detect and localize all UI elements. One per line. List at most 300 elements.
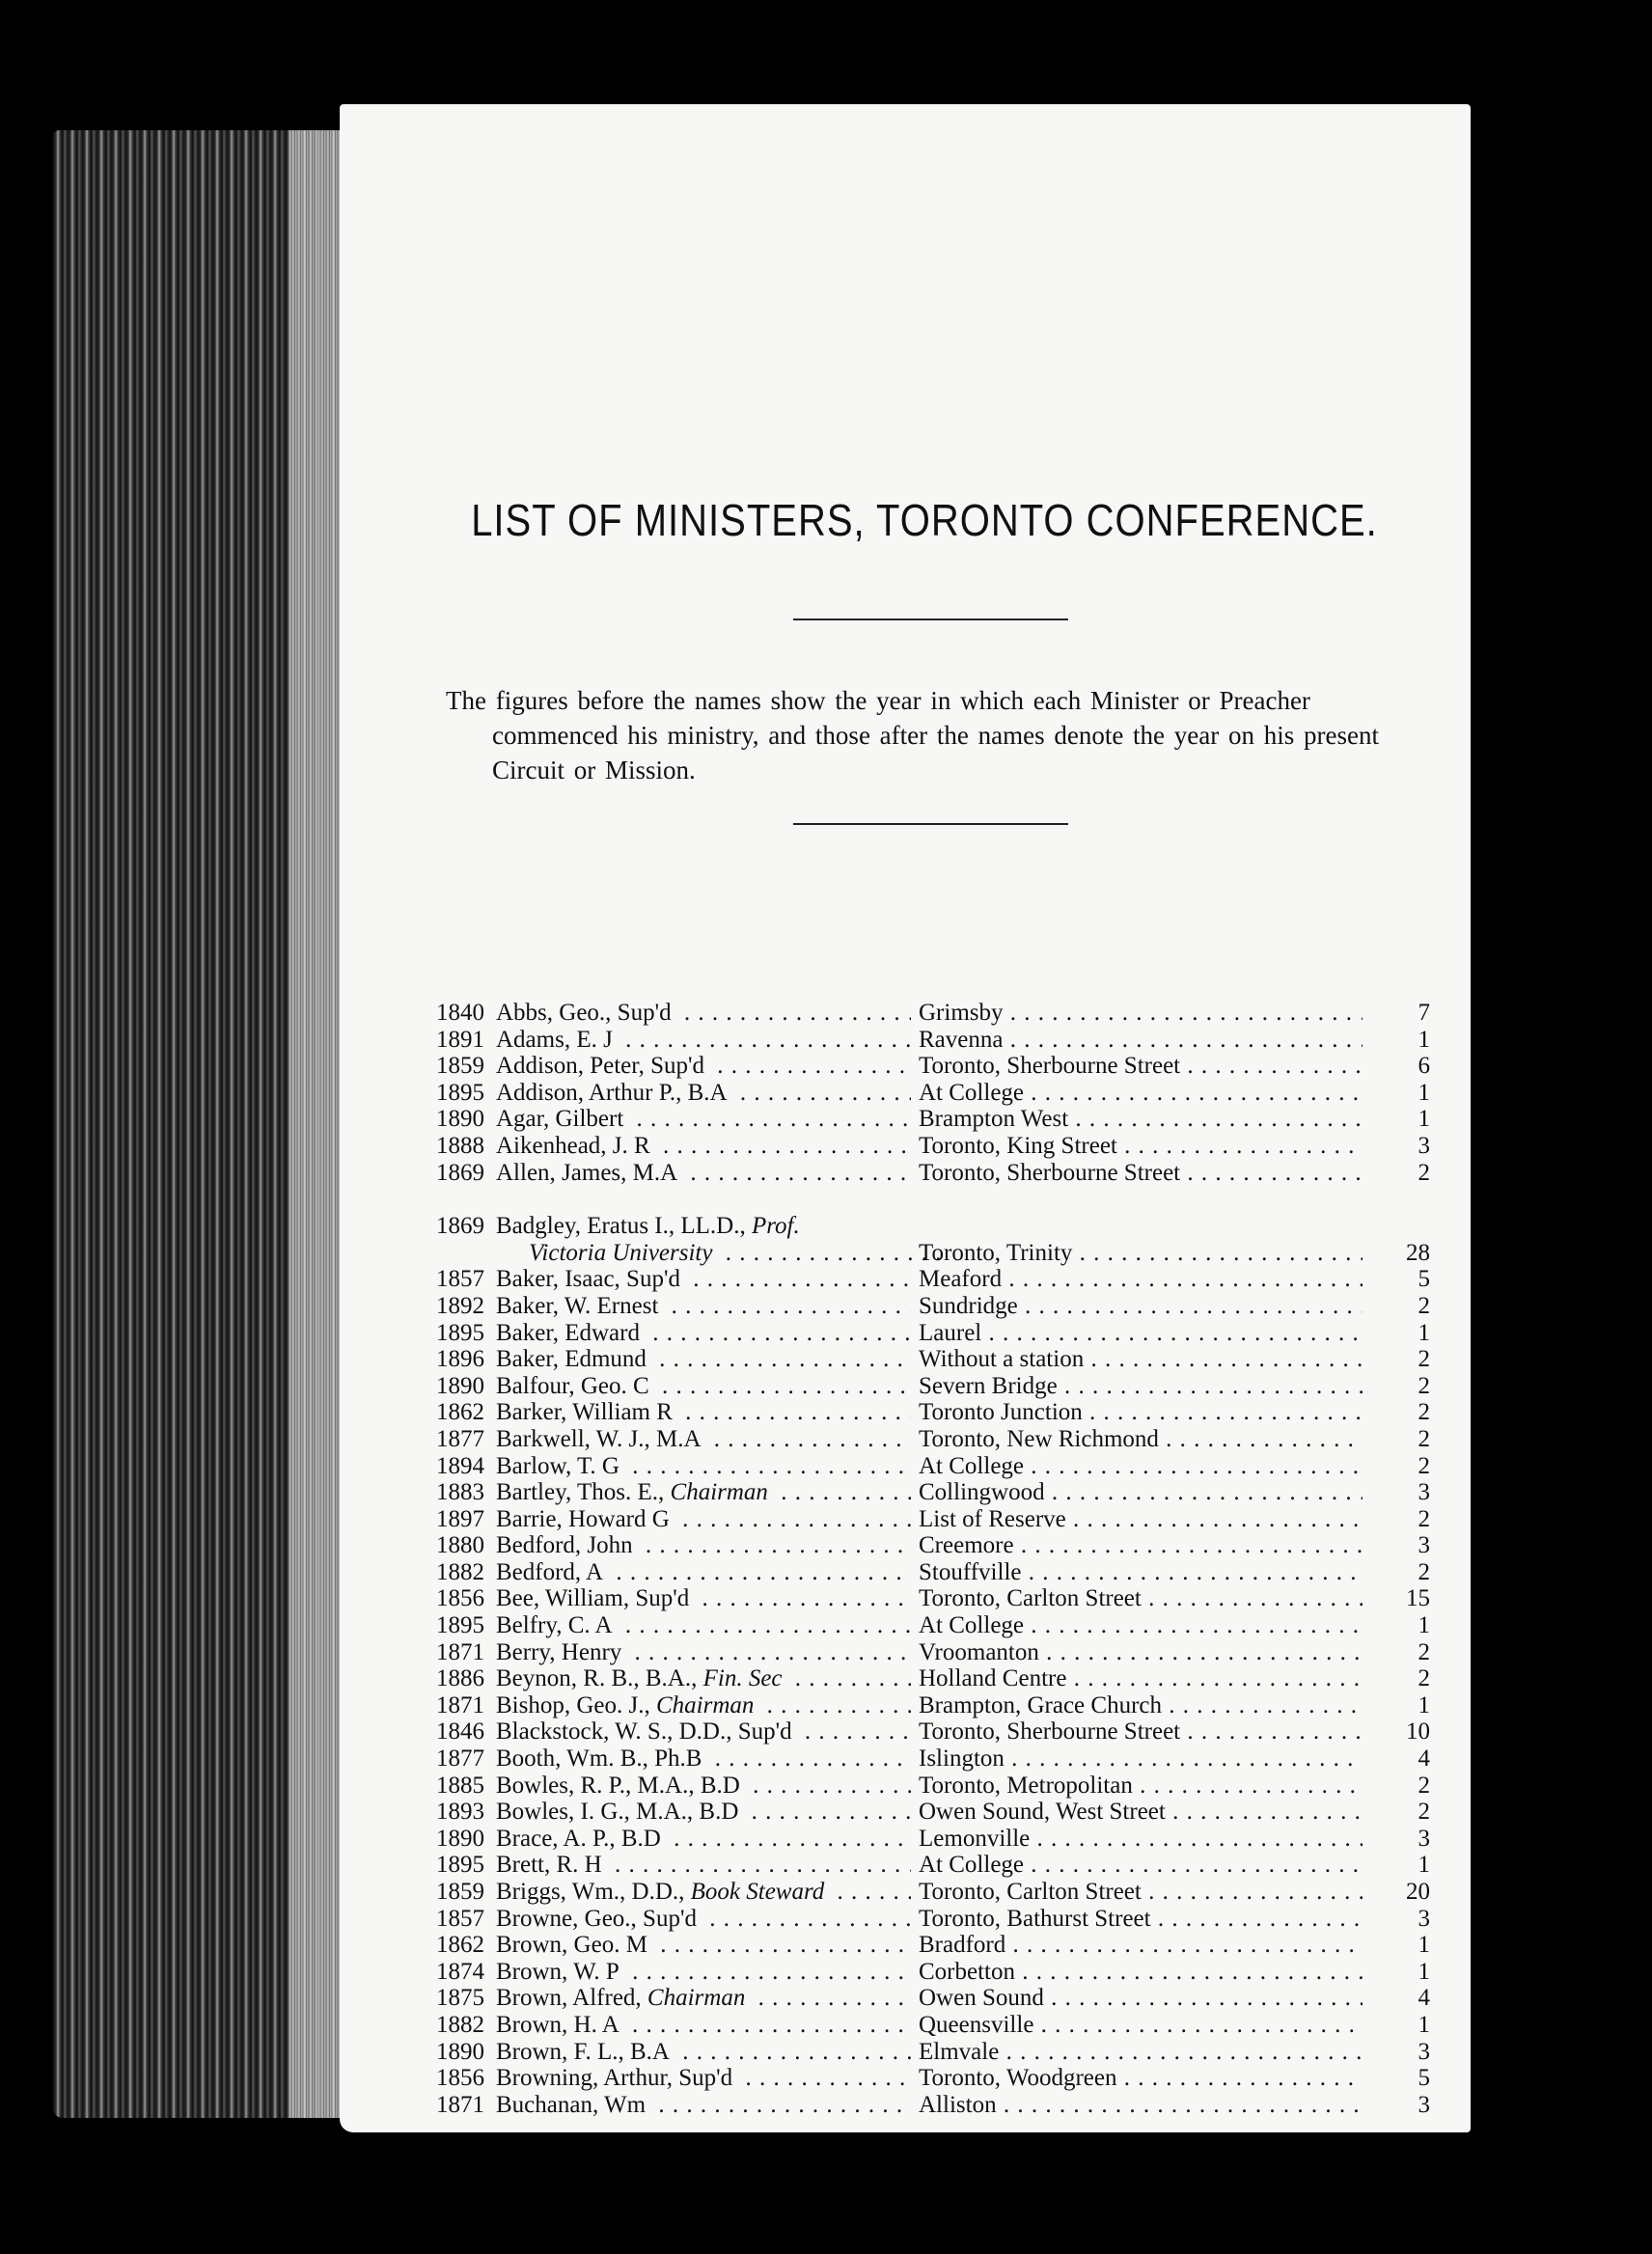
entry-station-text: Holland Centre bbox=[919, 1665, 1067, 1692]
title-rule bbox=[793, 618, 1068, 620]
entry-name-main: Addison, Peter, Sup'd bbox=[496, 1053, 705, 1080]
entry-years: 2 bbox=[1418, 1558, 1430, 1585]
entry-years: 28 bbox=[1406, 1239, 1430, 1266]
entry-station-text: At College bbox=[919, 1612, 1025, 1639]
entry-station bbox=[919, 1106, 1363, 1133]
entry-name-main: Bowles, I. G., M.A., B.D bbox=[496, 1799, 739, 1826]
entry-year: 1890 bbox=[436, 2038, 484, 2065]
entry-year: 1886 bbox=[436, 1665, 484, 1692]
entry-station-text: Without a station bbox=[919, 1346, 1085, 1373]
entry-station-text: Collingwood bbox=[919, 1479, 1045, 1506]
list-item bbox=[436, 2012, 1430, 2039]
entry-station-text: Lemonville bbox=[919, 1825, 1031, 1852]
list-item bbox=[436, 1612, 1430, 1639]
entry-name-text bbox=[496, 1399, 678, 1425]
entry-name-main: Brown, Alfred, bbox=[496, 1985, 642, 2012]
entry-years: 1 bbox=[1418, 2011, 1430, 2038]
entry-station-text: Alliston bbox=[919, 2091, 997, 2118]
entry-name-main: Belfry, C. A bbox=[496, 1612, 613, 1639]
entry-station-text: Laurel bbox=[919, 1319, 982, 1346]
list-item bbox=[436, 1506, 1430, 1533]
entry-year: 1893 bbox=[436, 1799, 484, 1826]
entry-name-role: Book Steward bbox=[690, 1879, 825, 1905]
entry-name-text bbox=[496, 1612, 619, 1638]
list-item bbox=[436, 1532, 1430, 1559]
entry-year: 1840 bbox=[436, 1000, 484, 1026]
list-item bbox=[436, 1665, 1430, 1692]
entry-name bbox=[496, 1000, 911, 1027]
list-item bbox=[436, 1585, 1430, 1612]
entry-name-institution: Victoria University bbox=[529, 1240, 718, 1266]
entry-year: 1856 bbox=[436, 1585, 484, 1612]
entry-name bbox=[496, 1906, 911, 1933]
entry-name bbox=[496, 1027, 911, 1054]
entry-station bbox=[919, 1426, 1363, 1453]
entry-years: 1 bbox=[1418, 1079, 1430, 1106]
entry-name-text bbox=[496, 2065, 738, 2091]
entry-station-text: Toronto Junction bbox=[919, 1399, 1083, 1426]
entry-year: 1895 bbox=[436, 1612, 484, 1639]
entry-year: 1880 bbox=[436, 1532, 484, 1559]
entry-name-main: Briggs, Wm., D.D., bbox=[496, 1879, 685, 1905]
entry-station-text: List of Reserve bbox=[919, 1505, 1066, 1532]
entry-years: 2 bbox=[1418, 1292, 1430, 1319]
entry-name bbox=[496, 1053, 911, 1080]
entry-name-main: Aikenhead, J. R bbox=[496, 1132, 650, 1159]
entry-year: 1896 bbox=[436, 1346, 484, 1373]
entry-name bbox=[496, 1293, 911, 1320]
list-item bbox=[436, 2065, 1430, 2092]
list-item bbox=[436, 1799, 1430, 1826]
entry-years: 1 bbox=[1418, 1691, 1430, 1718]
entry-station bbox=[919, 1585, 1363, 1612]
entry-name-main: Barkwell, W. J., M.A bbox=[496, 1425, 702, 1452]
entry-year: 1856 bbox=[436, 2065, 484, 2092]
entry-name-role: Fin. Sec bbox=[702, 1665, 783, 1692]
entry-years: 2 bbox=[1418, 1665, 1430, 1692]
list-item bbox=[436, 2092, 1430, 2119]
entry-station-text: Toronto, Carlton Street bbox=[919, 1879, 1142, 1905]
list-item bbox=[436, 1718, 1430, 1745]
entry-station bbox=[919, 1346, 1363, 1373]
entry-years: 2 bbox=[1418, 1638, 1430, 1665]
entry-station-text: Grimsby bbox=[919, 1000, 1004, 1026]
entry-name-main: Badgley, Eratus I., LL.D., bbox=[496, 1213, 746, 1240]
entry-station-text: At College bbox=[919, 1852, 1025, 1879]
entry-name-text bbox=[496, 1745, 707, 1772]
entry-year: 1883 bbox=[436, 1479, 484, 1506]
entry-station-text: Owen Sound bbox=[919, 1985, 1044, 2012]
entry-name bbox=[496, 1826, 911, 1853]
entry-name bbox=[496, 2039, 911, 2066]
entry-station-text: Meaford bbox=[919, 1266, 1003, 1293]
entry-station bbox=[919, 1160, 1363, 1187]
list-item bbox=[436, 1160, 1430, 1187]
list-item bbox=[436, 1692, 1430, 1719]
entry-station-text: Brampton, Grace Church bbox=[919, 1691, 1163, 1718]
entry-name-text bbox=[496, 1506, 675, 1532]
entry-year: 1885 bbox=[436, 1772, 484, 1799]
entry-name bbox=[496, 1399, 911, 1426]
entry-year: 1859 bbox=[436, 1879, 484, 1905]
entry-station-text: Creemore bbox=[919, 1532, 1014, 1559]
entry-name bbox=[496, 1106, 911, 1133]
entry-name-continued bbox=[496, 1240, 944, 1267]
entry-name-text bbox=[496, 1293, 664, 1319]
entry-name-text bbox=[496, 2012, 625, 2038]
entry-name bbox=[496, 1479, 911, 1506]
entry-name-main: Baker, Edward bbox=[496, 1319, 640, 1346]
entry-station bbox=[919, 1879, 1363, 1906]
entry-name-text bbox=[496, 2092, 651, 2118]
list-item bbox=[436, 1985, 1430, 2012]
entry-name-main: Berry, Henry bbox=[496, 1638, 622, 1665]
entry-name-role: Chairman bbox=[670, 1479, 768, 1506]
entry-name-main: Allen, James, M.A bbox=[496, 1159, 678, 1186]
list-item bbox=[436, 1932, 1430, 1959]
entry-station bbox=[919, 1532, 1363, 1559]
entry-name-main: Bishop, Geo. J., bbox=[496, 1691, 650, 1718]
entry-station-text: Islington bbox=[919, 1745, 1005, 1773]
entry-years: 3 bbox=[1418, 2038, 1430, 2065]
entry-years: 2 bbox=[1418, 1452, 1430, 1479]
entry-years: 5 bbox=[1418, 1266, 1430, 1293]
entry-station bbox=[919, 1133, 1363, 1160]
entry-station-text: Toronto, Metropolitan bbox=[919, 1772, 1133, 1799]
entry-years: 1 bbox=[1418, 1958, 1430, 1985]
entry-name-role: Chairman bbox=[647, 1985, 746, 2012]
entry-name-text bbox=[496, 1665, 788, 1691]
entry-name bbox=[496, 1959, 911, 1986]
list-item bbox=[436, 1426, 1430, 1453]
entry-station bbox=[919, 1692, 1363, 1719]
entry-years: 3 bbox=[1418, 2091, 1430, 2118]
list-item bbox=[436, 1080, 1430, 1107]
entry-station bbox=[919, 1080, 1363, 1107]
list-item bbox=[436, 1879, 1430, 1906]
entry-station-text: Toronto, New Richmond bbox=[919, 1425, 1159, 1452]
entry-station-text: Queensville bbox=[919, 2011, 1034, 2038]
entry-station-text: Brampton West bbox=[919, 1106, 1069, 1133]
entry-year: 1846 bbox=[436, 1718, 484, 1745]
entry-years: 3 bbox=[1418, 1132, 1430, 1159]
intro-text: The figures before the names show the year in which each Minister or Preacher commenced his ministry, and those after the names denote the year on his present Circuit or Mission. bbox=[446, 686, 1379, 784]
entry-years: 1 bbox=[1418, 1106, 1430, 1133]
entry-name-main: Blackstock, W. S., D.D., Sup'd bbox=[496, 1718, 792, 1745]
entry-station-text: Corbetton bbox=[919, 1958, 1015, 1985]
entry-name-main: Barrie, Howard G bbox=[496, 1505, 670, 1532]
entry-name-text bbox=[496, 1906, 702, 1932]
entry-station-text: Bradford bbox=[919, 1932, 1006, 1959]
entry-year: 1871 bbox=[436, 1691, 484, 1718]
entry-name-text bbox=[496, 1000, 677, 1026]
intro-paragraph bbox=[446, 683, 1430, 787]
entry-year: 1890 bbox=[436, 1106, 484, 1133]
entry-name bbox=[496, 1985, 911, 2012]
list-item bbox=[436, 1852, 1430, 1879]
entry-year: 1890 bbox=[436, 1372, 484, 1399]
entry-name bbox=[496, 1852, 911, 1879]
entry-name-main: Brown, W. P bbox=[496, 1958, 620, 1985]
entry-station bbox=[919, 1639, 1363, 1666]
entry-station bbox=[919, 1773, 1363, 1800]
entry-station bbox=[919, 1506, 1363, 1533]
entry-years: 15 bbox=[1406, 1585, 1430, 1612]
entry-station bbox=[919, 1320, 1363, 1347]
entry-station bbox=[919, 1399, 1363, 1426]
entry-years: 2 bbox=[1418, 1159, 1430, 1186]
entry-name-text bbox=[496, 1160, 683, 1186]
entry-years: 1 bbox=[1418, 1612, 1430, 1639]
list-item bbox=[436, 1399, 1430, 1426]
entry-station bbox=[919, 1373, 1363, 1400]
list-item bbox=[436, 1346, 1430, 1373]
entry-name-main: Balfour, Geo. C bbox=[496, 1372, 649, 1399]
entry-name bbox=[496, 1799, 911, 1826]
list-item bbox=[436, 1266, 1430, 1293]
entry-name-role: Prof. bbox=[751, 1213, 800, 1240]
entry-name-text bbox=[496, 1266, 686, 1292]
page-title: LIST OF MINISTERS, TORONTO CONFERENCE. bbox=[471, 496, 1378, 546]
entry-year: 1859 bbox=[436, 1053, 484, 1080]
entry-years: 2 bbox=[1418, 1799, 1430, 1826]
entry-station bbox=[919, 1612, 1363, 1639]
entry-name bbox=[496, 1932, 911, 1959]
entry-name-main: Brown, H. A bbox=[496, 2011, 620, 2038]
entry-year: 1888 bbox=[436, 1132, 484, 1159]
entry-name-text bbox=[496, 1799, 744, 1825]
entry-name-main: Barlow, T. G bbox=[496, 1452, 620, 1479]
entry-years: 20 bbox=[1406, 1879, 1430, 1905]
entry-name bbox=[496, 1639, 911, 1666]
entry-name bbox=[496, 1346, 911, 1373]
entry-name-text bbox=[496, 2039, 675, 2065]
entry-station-text: Toronto, Sherbourne Street bbox=[919, 1053, 1181, 1080]
list-item bbox=[436, 2039, 1430, 2066]
entry-name-text bbox=[496, 1320, 646, 1346]
entry-name-main: Bedford, John bbox=[496, 1532, 633, 1559]
entry-name bbox=[496, 1080, 911, 1107]
entry-name-text bbox=[496, 1852, 608, 1878]
entry-station bbox=[919, 1959, 1363, 1986]
entry-name-text bbox=[496, 1826, 667, 1852]
entry-year: 1869 bbox=[436, 1213, 484, 1240]
entry-name-text bbox=[496, 1959, 625, 1985]
entry-station bbox=[919, 1453, 1363, 1480]
entry-years: 5 bbox=[1418, 2065, 1430, 2092]
entry-year: 1871 bbox=[436, 1638, 484, 1665]
entry-year: 1890 bbox=[436, 1825, 484, 1852]
entry-station bbox=[919, 2065, 1363, 2092]
entry-name-role: Chairman bbox=[655, 1691, 755, 1718]
entry-station bbox=[919, 1799, 1363, 1826]
entry-name-text bbox=[496, 1426, 707, 1452]
entry-years: 4 bbox=[1418, 1745, 1430, 1773]
entry-year: 1871 bbox=[436, 2091, 484, 2118]
entry-name-text bbox=[496, 1479, 774, 1505]
list-item bbox=[436, 1826, 1430, 1853]
list-item bbox=[436, 1320, 1430, 1347]
entry-name-text bbox=[496, 1559, 609, 1585]
entry-station bbox=[919, 2012, 1363, 2039]
entry-station-text: Toronto, Trinity bbox=[919, 1239, 1073, 1266]
entry-name-text bbox=[496, 1692, 759, 1718]
list-item bbox=[436, 1053, 1430, 1080]
entry-year: 1877 bbox=[436, 1745, 484, 1773]
entry-station bbox=[919, 1479, 1363, 1506]
entry-name-main: Brown, F. L., B.A bbox=[496, 2038, 670, 2065]
entry-name-main: Browne, Geo., Sup'd bbox=[496, 1905, 697, 1932]
entry-name bbox=[496, 1532, 911, 1559]
entry-station-text: Toronto, King Street bbox=[919, 1132, 1117, 1159]
entry-name bbox=[496, 1160, 911, 1187]
entry-name bbox=[496, 1665, 911, 1692]
entry-name bbox=[496, 1879, 911, 1906]
entry-station bbox=[919, 1745, 1363, 1773]
entry-name-main: Bowles, R. P., M.A., B.D bbox=[496, 1772, 740, 1799]
book-page-edges bbox=[53, 130, 343, 2118]
entry-station bbox=[919, 1826, 1363, 1853]
list-item bbox=[436, 1639, 1430, 1666]
entry-years: 3 bbox=[1418, 1905, 1430, 1932]
list-item bbox=[436, 1027, 1430, 1054]
entry-name bbox=[496, 2092, 911, 2119]
entry-name-main: Barker, William R bbox=[496, 1399, 673, 1426]
entry-name bbox=[496, 1718, 911, 1745]
list-item bbox=[436, 1000, 1430, 1027]
entry-station bbox=[919, 1985, 1363, 2012]
list-item bbox=[436, 1479, 1430, 1506]
entry-station-text: Sundridge bbox=[919, 1292, 1018, 1319]
entry-year: 1875 bbox=[436, 1985, 484, 2012]
list-item bbox=[436, 1906, 1430, 1933]
entry-year: 1877 bbox=[436, 1425, 484, 1452]
entry-name-main: Buchanan, Wm bbox=[496, 2091, 647, 2118]
entry-name-text bbox=[496, 1932, 653, 1958]
entry-name-text bbox=[496, 1532, 639, 1558]
entry-name bbox=[496, 1612, 911, 1639]
entry-station bbox=[919, 1559, 1363, 1586]
entry-station bbox=[919, 1906, 1363, 1933]
list-item bbox=[436, 1453, 1430, 1480]
list-item bbox=[436, 1773, 1430, 1800]
entry-name bbox=[496, 1506, 911, 1533]
entry-name bbox=[496, 1692, 911, 1719]
entry-name-main: Brett, R. H bbox=[496, 1852, 602, 1879]
entry-station-text: Owen Sound, West Street bbox=[919, 1799, 1166, 1826]
entry-station bbox=[919, 1718, 1363, 1745]
entry-name-text bbox=[496, 1346, 652, 1372]
entry-name-text bbox=[496, 1773, 746, 1799]
entry-year: 1862 bbox=[436, 1399, 484, 1426]
entry-years: 2 bbox=[1418, 1772, 1430, 1799]
entry-name-main: Brace, A. P., B.D bbox=[496, 1825, 661, 1852]
entry-name-text bbox=[496, 1213, 806, 1239]
entry-station bbox=[919, 1932, 1363, 1959]
document-page bbox=[340, 104, 1471, 2132]
entry-name-main: Bedford, A bbox=[496, 1558, 604, 1585]
entry-station bbox=[919, 1665, 1363, 1692]
entry-years: 2 bbox=[1418, 1346, 1430, 1373]
entry-year: 1857 bbox=[436, 1266, 484, 1293]
entry-name-main: Bartley, Thos. E., bbox=[496, 1479, 665, 1506]
entry-name-main: Beynon, R. B., B.A., bbox=[496, 1665, 698, 1692]
entry-station-text: Stouffville bbox=[919, 1558, 1022, 1585]
entry-name-main: Addison, Arthur P., B.A bbox=[496, 1079, 728, 1106]
entry-year: 1895 bbox=[436, 1319, 484, 1346]
entry-year: 1895 bbox=[436, 1852, 484, 1879]
entry-station bbox=[919, 1240, 1363, 1267]
list-item bbox=[436, 1559, 1430, 1586]
list-item bbox=[436, 1106, 1430, 1133]
entry-station bbox=[919, 1053, 1363, 1080]
entry-name-text bbox=[496, 1585, 695, 1611]
entry-years: 2 bbox=[1418, 1425, 1430, 1452]
entry-year: 1882 bbox=[436, 1558, 484, 1585]
entry-name bbox=[496, 1213, 911, 1240]
entry-station bbox=[919, 2092, 1363, 2119]
entry-station-text: Toronto, Sherbourne Street bbox=[919, 1159, 1181, 1186]
entry-name bbox=[496, 1373, 911, 1400]
entry-station bbox=[919, 1293, 1363, 1320]
entry-station-text: Vroomanton bbox=[919, 1638, 1039, 1665]
entry-name-text bbox=[496, 1453, 625, 1479]
entry-name-text bbox=[496, 1373, 655, 1399]
entry-year: 1874 bbox=[436, 1958, 484, 1985]
entry-name bbox=[496, 1320, 911, 1347]
entry-years: 2 bbox=[1418, 1399, 1430, 1426]
entry-station-text: Toronto, Carlton Street bbox=[919, 1585, 1142, 1612]
entry-years: 2 bbox=[1418, 1372, 1430, 1399]
list-item bbox=[436, 1373, 1430, 1400]
entry-name-main: Baker, W. Ernest bbox=[496, 1292, 659, 1319]
entry-station-text: Toronto, Sherbourne Street bbox=[919, 1718, 1181, 1745]
entry-name-text bbox=[496, 1985, 751, 2011]
entry-years: 1 bbox=[1418, 1026, 1430, 1053]
entry-name-main: Abbs, Geo., Sup'd bbox=[496, 1000, 672, 1026]
entry-name bbox=[496, 1133, 911, 1160]
entry-station-text: Toronto, Woodgreen bbox=[919, 2065, 1117, 2092]
entry-name bbox=[496, 1745, 911, 1773]
entry-years: 2 bbox=[1418, 1505, 1430, 1532]
entry-station bbox=[919, 1000, 1363, 1027]
entry-name-text bbox=[496, 1106, 629, 1132]
entry-years: 1 bbox=[1418, 1932, 1430, 1959]
entry-station bbox=[919, 1027, 1363, 1054]
entry-name-text bbox=[496, 1053, 710, 1079]
list-item bbox=[436, 1133, 1430, 1160]
entry-year: 1857 bbox=[436, 1905, 484, 1932]
entry-year: 1892 bbox=[436, 1292, 484, 1319]
entry-station-text: Elmvale bbox=[919, 2038, 1000, 2065]
list-item-continuation bbox=[436, 1240, 1430, 1267]
entry-name-main: Adams, E. J bbox=[496, 1026, 613, 1053]
entry-name bbox=[496, 1266, 911, 1293]
entry-name-text bbox=[496, 1639, 627, 1665]
entry-station-text: Ravenna bbox=[919, 1026, 1004, 1053]
entry-name bbox=[496, 2065, 911, 2092]
entry-name-text bbox=[496, 1027, 619, 1053]
entry-year: 1894 bbox=[436, 1452, 484, 1479]
entry-station bbox=[919, 2039, 1363, 2066]
list-item bbox=[436, 1745, 1430, 1773]
intro-rule bbox=[793, 823, 1068, 825]
entry-name-main: Brown, Geo. M bbox=[496, 1932, 647, 1959]
entry-year: 1891 bbox=[436, 1026, 484, 1053]
entry-station-text: Toronto, Bathurst Street bbox=[919, 1905, 1151, 1932]
list-item bbox=[436, 1959, 1430, 1986]
entry-name-main: Baker, Edmund bbox=[496, 1346, 647, 1373]
